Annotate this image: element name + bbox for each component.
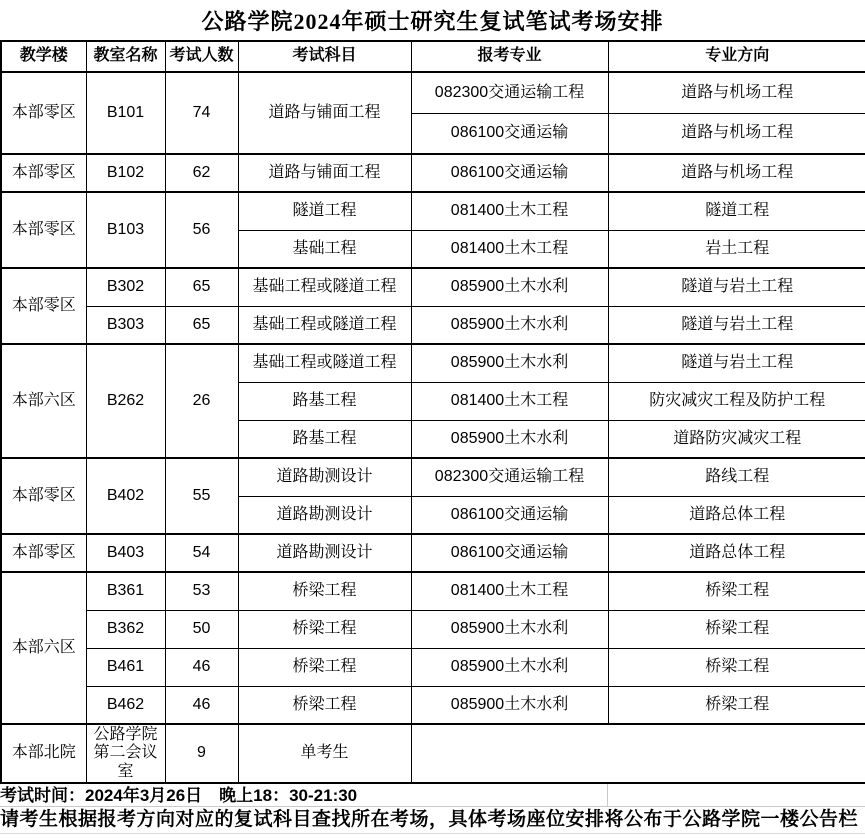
cell-room: B102 bbox=[86, 154, 165, 192]
table-row bbox=[1, 154, 865, 192]
cell-subject: 道路与铺面工程 bbox=[238, 72, 411, 154]
cell-major: 086100交通运输 bbox=[411, 496, 608, 534]
table-row bbox=[1, 610, 865, 648]
column-header-major: 报考专业 bbox=[411, 41, 608, 72]
cell-count: 50 bbox=[165, 610, 238, 648]
cell-count: 46 bbox=[165, 686, 238, 724]
cell-room: 公路学院第二会议室 bbox=[86, 724, 165, 783]
cell-subject: 基础工程 bbox=[238, 230, 411, 268]
cell-empty bbox=[411, 724, 865, 783]
cell-room: B462 bbox=[86, 686, 165, 724]
cell-major: 085900土木水利 bbox=[411, 420, 608, 458]
table-row bbox=[1, 306, 865, 344]
cell-room: B302 bbox=[86, 268, 165, 306]
cell-direction: 道路与机场工程 bbox=[608, 72, 865, 113]
cell-direction: 桥梁工程 bbox=[608, 572, 865, 610]
cell-count: 65 bbox=[165, 306, 238, 344]
table-row bbox=[1, 724, 865, 783]
cell-direction: 道路与机场工程 bbox=[608, 113, 865, 154]
cell-major: 082300交通运输工程 bbox=[411, 458, 608, 496]
cell-subject: 基础工程或隧道工程 bbox=[238, 344, 411, 382]
cell-building: 本部北院 bbox=[1, 724, 86, 783]
cell-direction: 路线工程 bbox=[608, 458, 865, 496]
cell-subject: 桥梁工程 bbox=[238, 572, 411, 610]
table-row bbox=[1, 686, 865, 724]
table-row bbox=[1, 572, 865, 610]
exam-time-note bbox=[0, 784, 865, 807]
cell-subject: 道路勘测设计 bbox=[238, 534, 411, 572]
cell-direction: 桥梁工程 bbox=[608, 610, 865, 648]
cell-subject: 基础工程或隧道工程 bbox=[238, 306, 411, 344]
cell-major: 081400土木工程 bbox=[411, 230, 608, 268]
cell-subject: 道路与铺面工程 bbox=[238, 154, 411, 192]
cell-direction: 隧道与岩土工程 bbox=[608, 306, 865, 344]
table-row bbox=[1, 72, 865, 113]
cell-building: 本部六区 bbox=[1, 344, 86, 458]
cell-major: 086100交通运输 bbox=[411, 154, 608, 192]
cell-room: B101 bbox=[86, 72, 165, 154]
header-row bbox=[1, 41, 865, 72]
cell-subject: 隧道工程 bbox=[238, 192, 411, 230]
cell-room: B303 bbox=[86, 306, 165, 344]
cell-count: 56 bbox=[165, 192, 238, 268]
candidate-notice: 请考生根据报考方向对应的复试科目查找所在考场，具体考场座位安排将公布于公路学院一楼公告栏 bbox=[0, 807, 865, 834]
table-row bbox=[1, 192, 865, 230]
cell-subject: 路基工程 bbox=[238, 420, 411, 458]
cell-major: 085900土木水利 bbox=[411, 306, 608, 344]
cell-major: 082300交通运输工程 bbox=[411, 72, 608, 113]
table-row bbox=[1, 534, 865, 572]
column-header-direction: 专业方向 bbox=[608, 41, 865, 72]
cell-count: 53 bbox=[165, 572, 238, 610]
cell-direction: 岩土工程 bbox=[608, 230, 865, 268]
exam-schedule-table bbox=[0, 40, 865, 784]
cell-building: 本部零区 bbox=[1, 154, 86, 192]
cell-subject: 道路勘测设计 bbox=[238, 496, 411, 534]
cell-direction: 桥梁工程 bbox=[608, 648, 865, 686]
cell-room: B461 bbox=[86, 648, 165, 686]
cell-subject: 桥梁工程 bbox=[238, 610, 411, 648]
cell-count: 74 bbox=[165, 72, 238, 154]
cell-direction: 隧道与岩土工程 bbox=[608, 344, 865, 382]
cell-count: 54 bbox=[165, 534, 238, 572]
cell-direction: 道路与机场工程 bbox=[608, 154, 865, 192]
cell-major: 086100交通运输 bbox=[411, 113, 608, 154]
cell-major: 085900土木水利 bbox=[411, 686, 608, 724]
cell-major: 085900土木水利 bbox=[411, 610, 608, 648]
gridline-divider bbox=[607, 784, 608, 806]
table-row bbox=[1, 458, 865, 496]
cell-direction: 道路防灾减灾工程 bbox=[608, 420, 865, 458]
cell-count: 26 bbox=[165, 344, 238, 458]
cell-direction: 道路总体工程 bbox=[608, 534, 865, 572]
cell-room: B361 bbox=[86, 572, 165, 610]
column-header-room: 教室名称 bbox=[86, 41, 165, 72]
cell-room: B403 bbox=[86, 534, 165, 572]
cell-building: 本部六区 bbox=[1, 572, 86, 724]
page-title: 公路学院2024年硕士研究生复试笔试考场安排 bbox=[201, 8, 664, 34]
cell-major: 085900土木水利 bbox=[411, 344, 608, 382]
cell-subject: 桥梁工程 bbox=[238, 686, 411, 724]
cell-room: B362 bbox=[86, 610, 165, 648]
column-header-count: 考试人数 bbox=[165, 41, 238, 72]
cell-direction: 隧道与岩土工程 bbox=[608, 268, 865, 306]
cell-count: 9 bbox=[165, 724, 238, 783]
cell-direction: 隧道工程 bbox=[608, 192, 865, 230]
cell-major: 081400土木工程 bbox=[411, 572, 608, 610]
cell-direction: 桥梁工程 bbox=[608, 686, 865, 724]
table-row bbox=[1, 268, 865, 306]
cell-building: 本部零区 bbox=[1, 192, 86, 268]
cell-room: B103 bbox=[86, 192, 165, 268]
cell-count: 55 bbox=[165, 458, 238, 534]
cell-count: 46 bbox=[165, 648, 238, 686]
cell-major: 081400土木工程 bbox=[411, 382, 608, 420]
cell-count: 65 bbox=[165, 268, 238, 306]
cell-subject: 单考生 bbox=[238, 724, 411, 783]
table-row bbox=[1, 648, 865, 686]
cell-major: 085900土木水利 bbox=[411, 268, 608, 306]
cell-subject: 桥梁工程 bbox=[238, 648, 411, 686]
cell-building: 本部零区 bbox=[1, 458, 86, 534]
cell-subject: 基础工程或隧道工程 bbox=[238, 268, 411, 306]
column-header-building: 教学楼 bbox=[1, 41, 86, 72]
exam-time-text: 考试时间：2024年3月26日 晚上18：30-21:30 bbox=[0, 786, 358, 806]
cell-subject: 道路勘测设计 bbox=[238, 458, 411, 496]
cell-major: 081400土木工程 bbox=[411, 192, 608, 230]
cell-room: B402 bbox=[86, 458, 165, 534]
cell-direction: 道路总体工程 bbox=[608, 496, 865, 534]
cell-building: 本部零区 bbox=[1, 268, 86, 344]
cell-major: 086100交通运输 bbox=[411, 534, 608, 572]
cell-subject: 路基工程 bbox=[238, 382, 411, 420]
cell-direction: 防灾减灾工程及防护工程 bbox=[608, 382, 865, 420]
table-row bbox=[1, 344, 865, 382]
cell-count: 62 bbox=[165, 154, 238, 192]
cell-major: 085900土木水利 bbox=[411, 648, 608, 686]
cell-building: 本部零区 bbox=[1, 534, 86, 572]
cell-room: B262 bbox=[86, 344, 165, 458]
cell-building: 本部零区 bbox=[1, 72, 86, 154]
column-header-subject: 考试科目 bbox=[238, 41, 411, 72]
